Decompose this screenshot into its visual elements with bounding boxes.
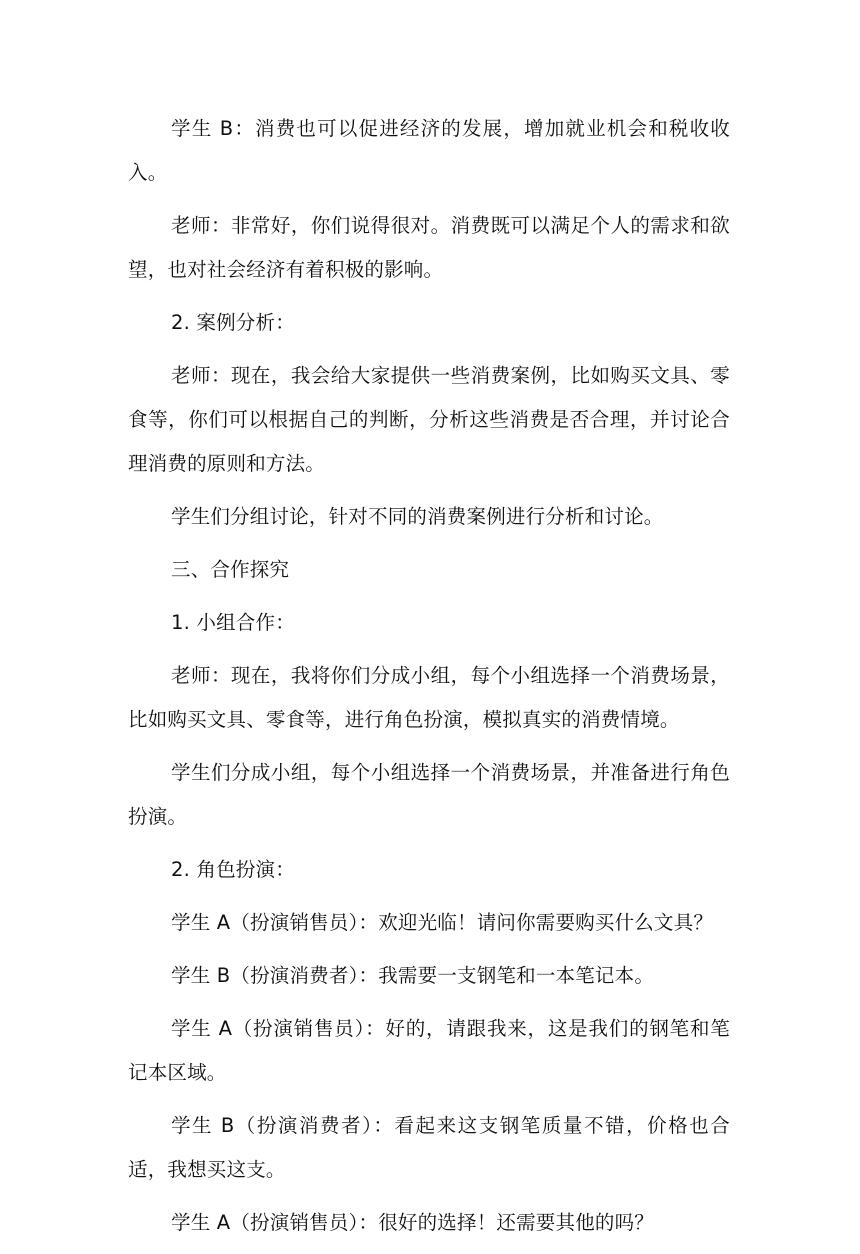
heading-cooperative-inquiry: 三、合作探究 [171,558,290,581]
paragraph-students-grouping: 学生们分成小组，每个小组选择一个消费场景，并准备进行角色扮演。 [128,761,730,828]
heading-role-play: 2. 角色扮演： [171,858,295,881]
heading-case-analysis: 2. 案例分析： [171,311,295,334]
dialogue-line: 学生 B（扮演消费者）：我需要一支钢笔和一本笔记本。 [171,964,655,987]
paragraph-students-discuss: 学生们分组讨论，针对不同的消费案例进行分析和讨论。 [171,505,664,528]
dialogue-line: 学生 B（扮演消费者）：看起来这支钢笔质量不错，价格也合适，我想买这支。 [128,1114,730,1181]
dialogue-line: 学生 A（扮演销售员）：欢迎光临！请问你需要购买什么文具？ [171,911,714,934]
heading-group-cooperation: 1. 小组合作： [171,611,295,634]
dialogue-line: 学生 A（扮演销售员）：很好的选择！还需要其他的吗？ [171,1211,654,1234]
dialogue-line: 学生 A（扮演销售员）：好的，请跟我来，这是我们的钢笔和笔记本区域。 [128,1017,730,1084]
paragraph-teacher-summary: 老师：非常好，你们说得很对。消费既可以满足个人的需求和欲望，也对社会经济有着积极的影响。 [128,214,730,281]
document-body [128,107,730,1254]
paragraph-student-b-economy: 学生 B：消费也可以促进经济的发展，增加就业机会和税收收入。 [128,117,730,184]
paragraph-teacher-grouping: 老师：现在，我将你们分成小组，每个小组选择一个消费场景，比如购买文具、零食等，进行角色扮演，模拟真实的消费情境。 [128,664,730,731]
paragraph-teacher-case-intro: 老师：现在，我会给大家提供一些消费案例，比如购买文具、零食等，你们可以根据自己的判断，分析这些消费是否合理，并讨论合理消费的原则和方法。 [128,364,730,475]
